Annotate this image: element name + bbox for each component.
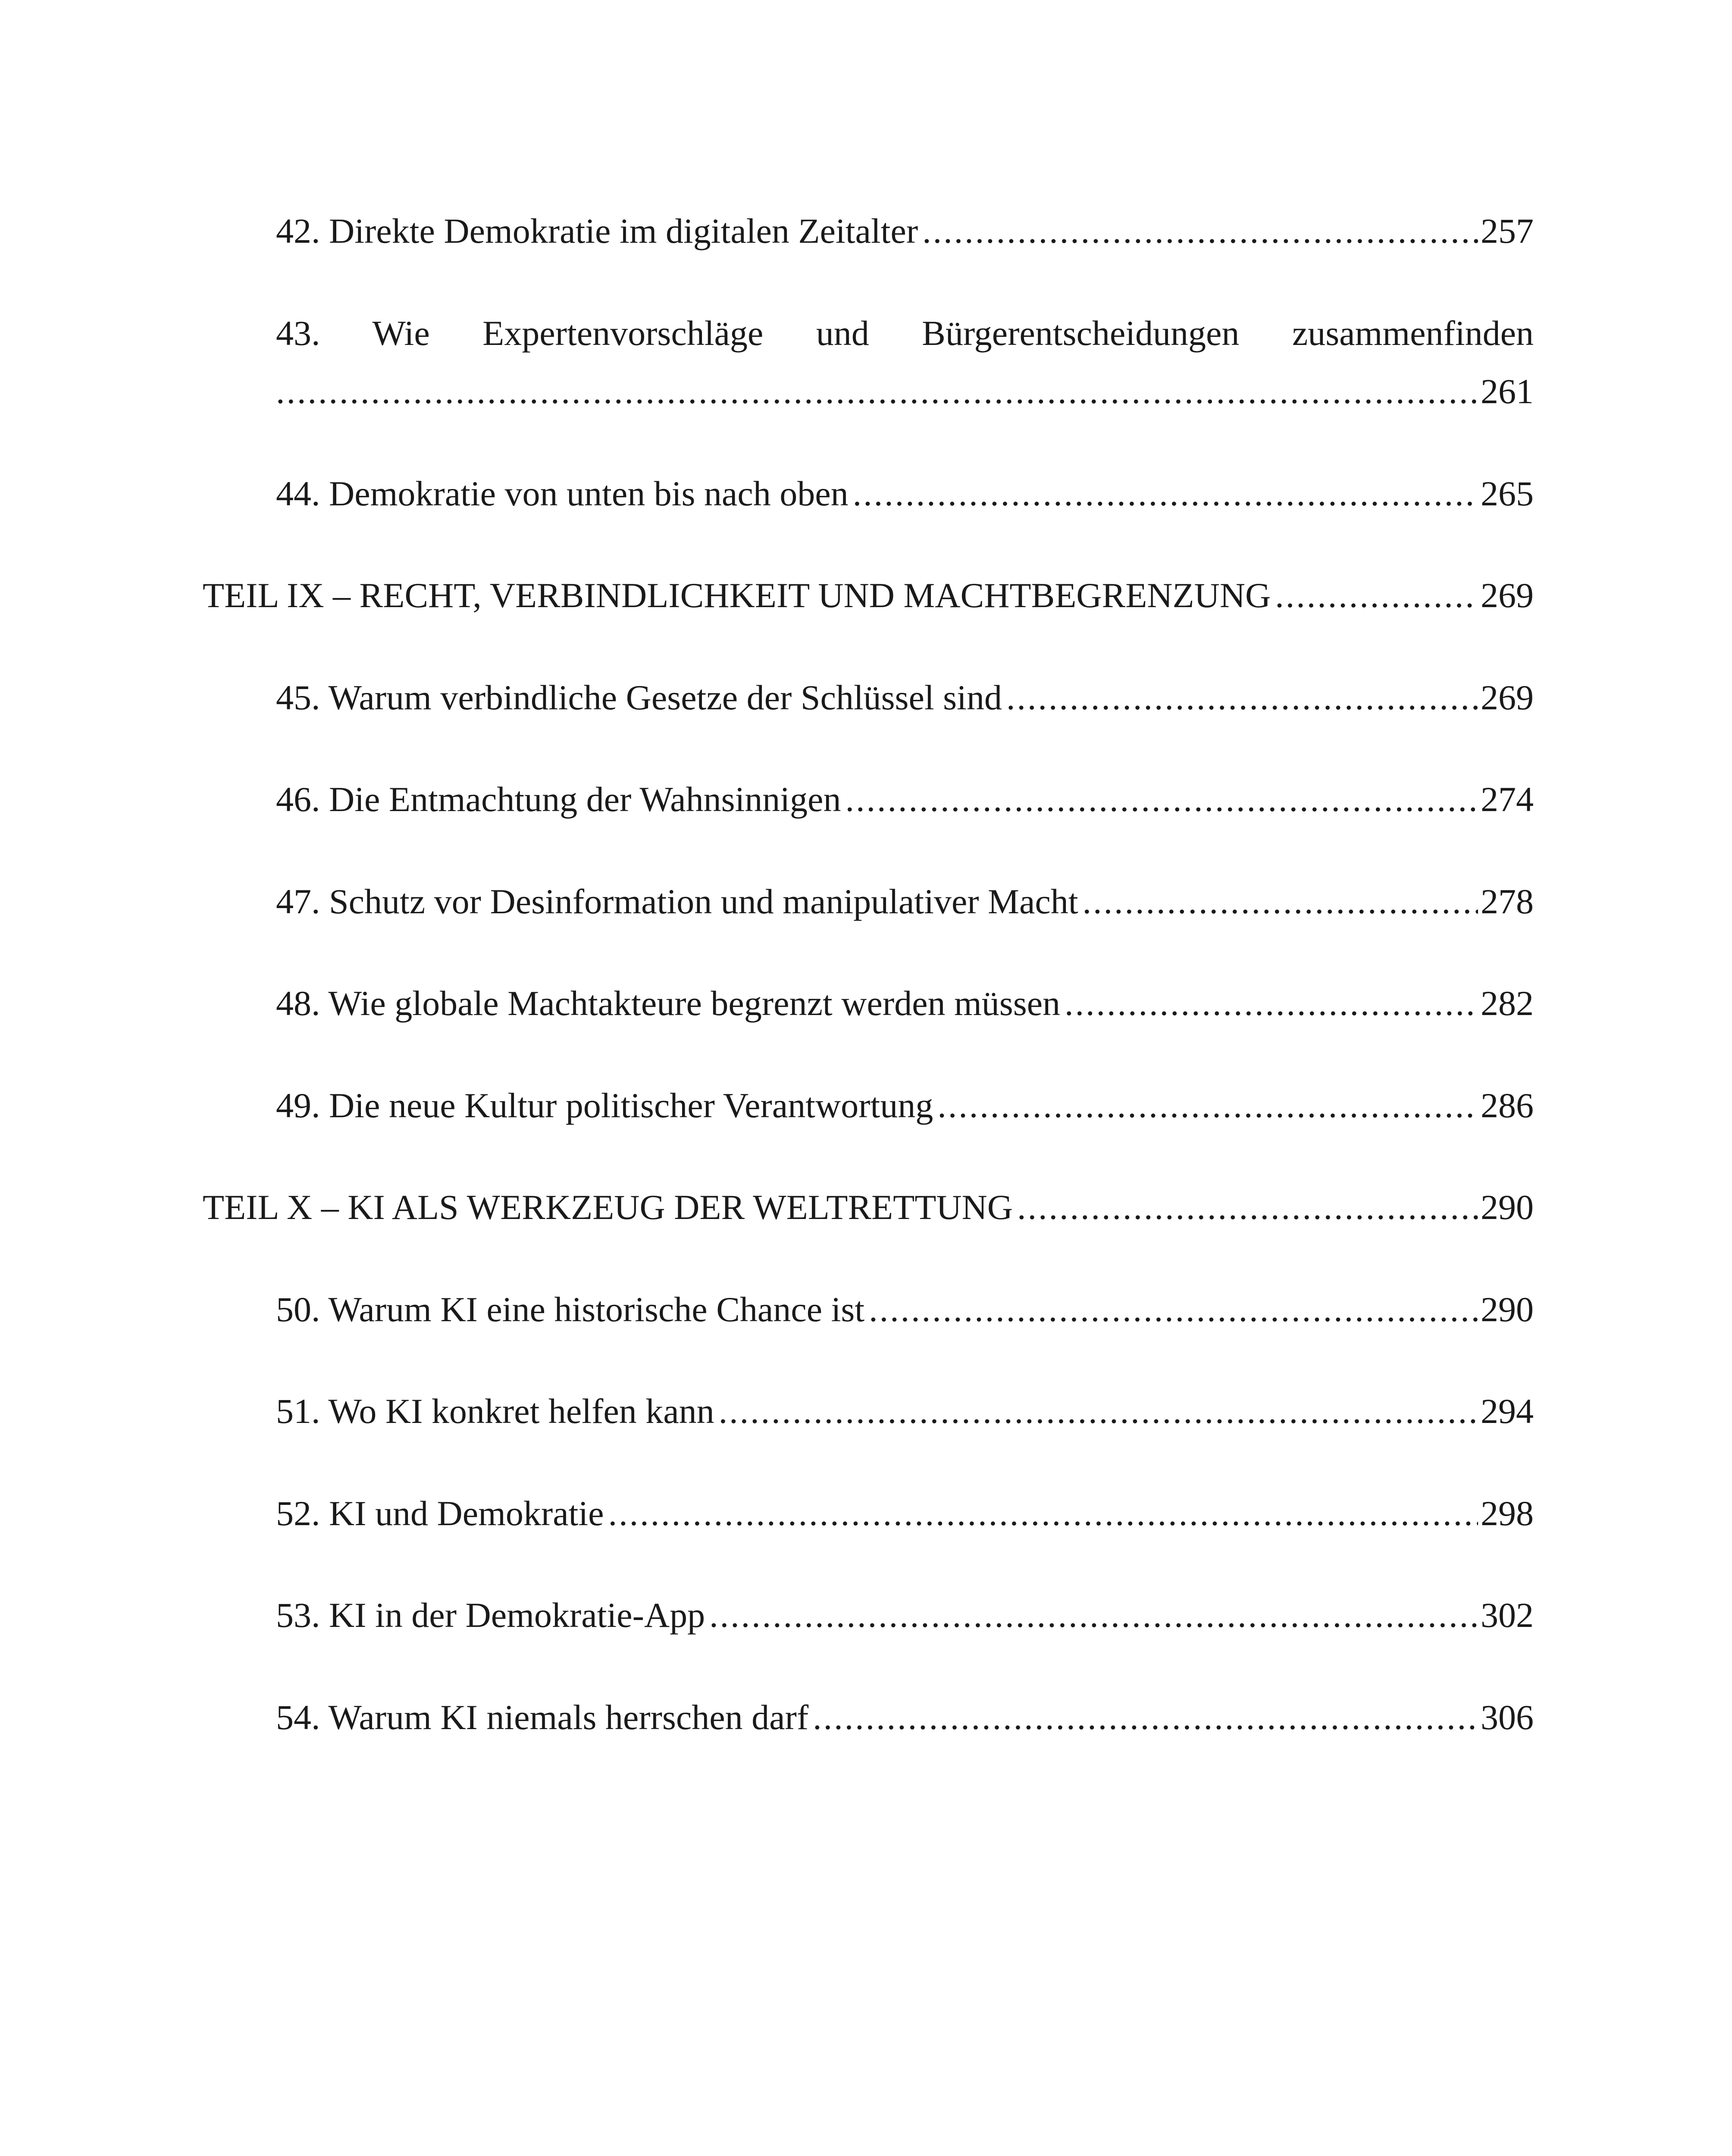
toc-entry-48[interactable] [276,983,1534,1024]
toc-leader-dots [719,1391,1478,1432]
toc-part-x[interactable] [203,1187,1534,1228]
toc-entry-title: 54. Warum KI niemals herrschen darf [276,1698,809,1737]
toc-entry-title: 48. Wie globale Machtakteure begrenzt werden müssen [276,984,1061,1023]
toc-entry-page: 302 [1481,1595,1534,1635]
toc-entry-title: 52. KI und Demokratie [276,1494,604,1533]
toc-entry-page: 269 [1481,576,1534,615]
toc-entry-title: 49. Die neue Kultur politischer Verantwortung [276,1086,933,1125]
toc-entry-54[interactable] [276,1697,1534,1738]
toc-entry-title: 46. Die Entmachtung der Wahnsinnigen [276,780,841,819]
toc-entry-page: 290 [1481,1188,1534,1227]
toc-entry-title: 42. Direkte Demokratie im digitalen Zeitalter [276,211,918,251]
toc-entry-51[interactable] [276,1391,1534,1432]
toc-leader-dots [1006,677,1478,718]
toc-leader-dots [608,1493,1478,1534]
toc-part-title: TEIL IX – RECHT, VERBINDLICHKEIT UND MACHTBEGRENZUNG [203,576,1271,615]
toc-entry-title: 45. Warum verbindliche Gesetze der Schlüssel sind [276,678,1002,717]
toc-leader-dots [276,371,1478,412]
toc-entry-47[interactable] [276,881,1534,922]
toc-entry-page: 261 [1481,372,1534,411]
toc-entry-page: 286 [1481,1086,1534,1125]
toc-entry-44[interactable] [276,473,1534,514]
toc-leader-dots [937,1085,1478,1126]
toc-entry-50[interactable] [276,1289,1534,1330]
toc-entry-page: 257 [1481,211,1534,251]
toc-entry-49[interactable] [276,1085,1534,1126]
toc-entry-page: 306 [1481,1698,1534,1737]
toc-entry-page: 278 [1481,882,1534,921]
toc-entry-title: 44. Demokratie von unten bis nach oben [276,474,849,513]
toc-entry-page: 265 [1481,474,1534,513]
toc-entry-title: 43. Wie Expertenvorschläge und Bürgerentscheidungen zusammenfinden [276,313,1534,353]
toc-entry-page: 269 [1481,678,1534,717]
toc-entry-53[interactable] [276,1595,1534,1636]
toc-entry-page: 290 [1481,1290,1534,1329]
toc-part-title: TEIL X – KI ALS WERKZEUG DER WELTRETTUNG [203,1188,1013,1227]
toc-leader-dots [922,210,1478,252]
toc-entry-title: 53. KI in der Demokratie-App [276,1595,705,1635]
toc-leader-dots [845,779,1478,820]
toc-leader-dots [853,473,1478,514]
toc-entry-52[interactable] [276,1493,1534,1534]
toc-entry-title: 47. Schutz vor Desinformation und manipulativer Macht [276,882,1078,921]
toc-entry-42[interactable] [276,210,1534,252]
toc-leader-dots [1065,983,1478,1024]
toc-entry-page: 294 [1481,1391,1534,1431]
toc-leader-dots [813,1697,1478,1738]
toc-part-ix[interactable] [203,575,1534,616]
toc-entry-page: 274 [1481,780,1534,819]
toc-entry-45[interactable] [276,677,1534,718]
toc-leader-dots [1275,575,1478,616]
toc-leader-dots [1017,1187,1478,1228]
toc-leader-dots [709,1595,1478,1636]
toc-leader-dots [869,1289,1478,1330]
toc-entry-page: 298 [1481,1494,1534,1533]
toc-entry-page: 282 [1481,984,1534,1023]
toc-leader-dots [1083,881,1478,922]
toc-entry-title: 51. Wo KI konkret helfen kann [276,1391,714,1431]
toc-entry-title: 50. Warum KI eine historische Chance ist [276,1290,865,1329]
toc-entry-continuation [276,371,1534,412]
toc-entry-46[interactable] [276,779,1534,820]
